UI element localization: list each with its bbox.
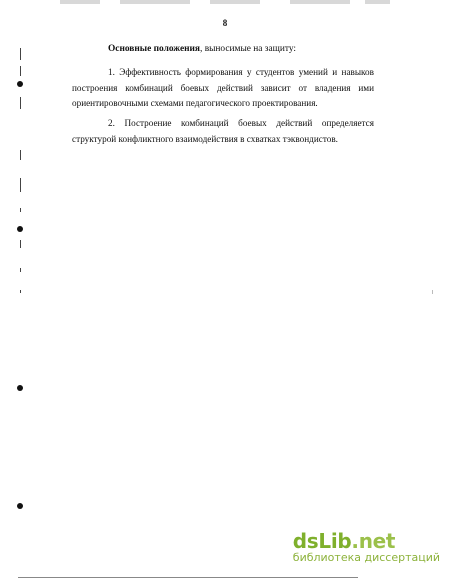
margin-mark (20, 240, 21, 248)
watermark (293, 529, 440, 564)
binding-hole-dot (17, 226, 23, 232)
binding-hole-dot (17, 503, 23, 509)
margin-mark (20, 97, 21, 109)
bottom-scan-line (18, 577, 358, 578)
scan-artifacts-top (60, 0, 390, 6)
margin-mark (20, 208, 21, 212)
margin-mark (20, 268, 21, 272)
thesis-paragraph-1: 1. Эффективность формирования у студентов умений и навыков построения комбинаций боевых действий зависит от владения ими ориентировочными схемами педагогического проектирования. (72, 67, 374, 108)
margin-mark (20, 178, 21, 192)
margin-mark (20, 290, 21, 293)
margin-mark (20, 48, 21, 60)
watermark-logo-tld: .net (351, 529, 396, 553)
watermark-subtitle: библиотека диссертаций (292, 551, 440, 564)
heading-bold: Основные положения (108, 44, 200, 54)
right-margin-mark (432, 290, 433, 294)
section-heading (108, 44, 296, 54)
margin-mark (20, 66, 21, 76)
heading-rest: , выносимые на защиту: (200, 44, 297, 54)
binding-hole-dot (17, 385, 23, 391)
watermark-logo-main: dsLib (292, 529, 352, 553)
thesis-paragraph-2: 2. Построение комбинаций боевых действий определяется структурой конфликтного взаимодействия в схватках тэквондистов. (72, 118, 374, 144)
page-number: 8 (222, 18, 228, 28)
margin-mark (20, 150, 21, 160)
binding-hole-dot (17, 81, 23, 87)
watermark-logo (293, 529, 440, 553)
